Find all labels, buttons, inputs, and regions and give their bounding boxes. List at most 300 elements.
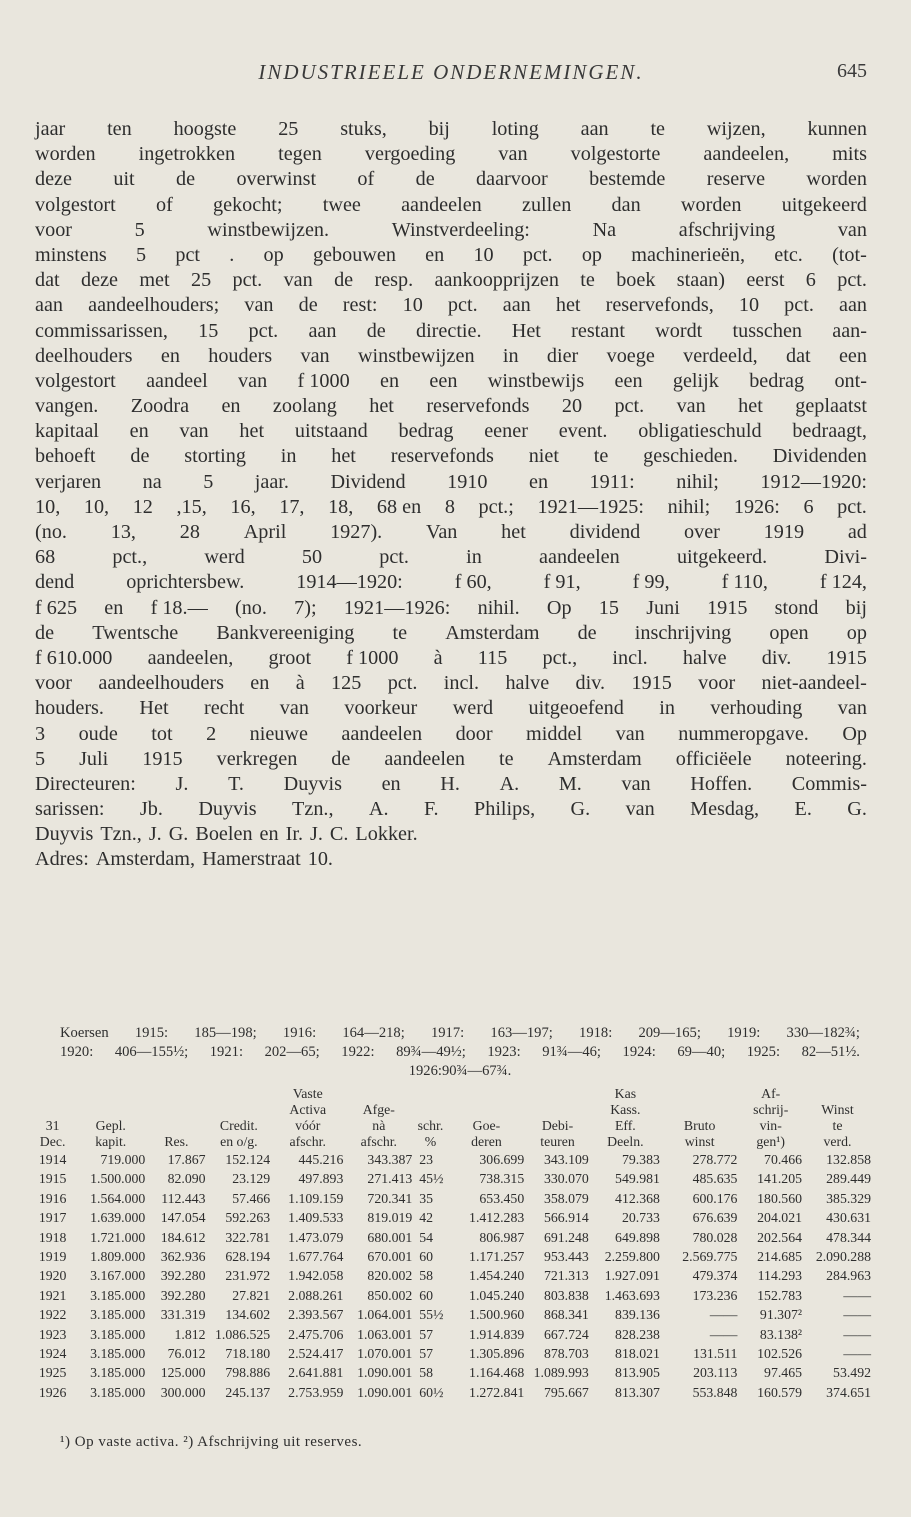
word: 28 <box>179 521 200 543</box>
column-header <box>661 1084 739 1150</box>
word: 1912—1920: <box>760 470 867 493</box>
column-header <box>207 1084 272 1150</box>
word: Tzn., <box>292 798 334 821</box>
word: werd <box>452 697 494 720</box>
word: J. <box>175 772 189 795</box>
year-cell: 1921 <box>38 1287 67 1303</box>
word: en <box>425 243 445 266</box>
word: eener <box>484 420 528 443</box>
word: aan- <box>832 319 867 342</box>
word: worden <box>680 193 742 216</box>
word: de <box>35 621 55 644</box>
value-cell: 271.413 <box>367 1171 413 1187</box>
word: staan) <box>676 269 725 292</box>
price-token: 1917: <box>430 1025 465 1041</box>
value-cell: 3.185.000 <box>90 1346 146 1362</box>
value-cell: 549.981 <box>615 1171 660 1187</box>
word: niet <box>528 445 559 468</box>
word: dier <box>546 344 579 367</box>
price-token: 1920: <box>60 1044 94 1060</box>
word: 10 <box>738 294 760 317</box>
header-line: Activa <box>289 1102 327 1117</box>
word: Zoodra <box>130 395 190 418</box>
word: aan <box>580 118 609 140</box>
word: wordt <box>655 319 703 342</box>
word: en <box>250 672 270 695</box>
word: f 1000 <box>297 369 350 392</box>
word: gebouwen <box>312 243 396 266</box>
value-cell: 1.045.240 <box>469 1287 525 1303</box>
word: T. <box>228 772 244 795</box>
word: Van <box>426 521 458 543</box>
text-line <box>35 319 867 344</box>
value-cell: 132.858 <box>826 1152 871 1167</box>
word: Dividend <box>330 470 406 493</box>
word: nieuwe <box>249 722 308 745</box>
value-cell: 1.927.091 <box>604 1268 660 1284</box>
word: behoeft <box>35 445 96 468</box>
word: te <box>650 118 666 140</box>
word: 7); <box>294 596 317 619</box>
price-token: 1922: <box>341 1044 375 1060</box>
value-cell: 412.368 <box>615 1190 660 1206</box>
word: Amsterdam <box>547 747 642 770</box>
word: van <box>615 722 645 745</box>
value-cell: 91.307² <box>759 1307 802 1323</box>
price-token: 90¾—67¾. <box>441 1063 512 1079</box>
word: officiëele <box>675 747 752 770</box>
column-header <box>413 1084 447 1150</box>
header-line: Bruto <box>683 1118 716 1133</box>
value-cell: 203.113 <box>693 1365 738 1381</box>
table-row <box>30 1189 872 1208</box>
word: J. <box>148 823 162 846</box>
word: aan <box>35 294 64 317</box>
value-cell: 1.171.257 <box>469 1249 525 1265</box>
value-cell: 592.263 <box>225 1210 271 1226</box>
header-line: schr. <box>417 1118 444 1133</box>
header-line: Afge- <box>362 1102 395 1117</box>
text-line <box>35 671 867 696</box>
value-cell: —— <box>843 1346 871 1362</box>
word: op <box>846 621 867 644</box>
word: en <box>160 344 180 367</box>
value-cell: —— <box>843 1287 871 1303</box>
word: loting <box>491 118 539 140</box>
word: reserve <box>706 168 766 191</box>
word: 5 <box>134 218 145 241</box>
year-cell: 1923 <box>38 1326 67 1342</box>
word: à <box>295 672 305 695</box>
word: G. <box>847 798 867 821</box>
word: E. <box>794 798 812 821</box>
word: div. <box>761 646 792 669</box>
value-cell: 1.090.001 <box>357 1384 413 1400</box>
header-line: verd. <box>823 1134 852 1149</box>
text-line <box>35 722 867 747</box>
column-header <box>590 1084 661 1150</box>
value-cell: 284.963 <box>826 1268 871 1284</box>
text-line <box>35 847 867 872</box>
word: 1915 <box>631 672 672 695</box>
word: middel <box>526 722 583 745</box>
value-cell: 42 <box>419 1210 434 1226</box>
value-cell: 670.001 <box>367 1249 413 1265</box>
word: Duyvis <box>35 823 94 846</box>
text-line <box>35 470 867 495</box>
word: 1919 <box>763 521 805 543</box>
value-cell: —— <box>843 1326 871 1342</box>
value-cell: 1.109.159 <box>288 1190 344 1206</box>
value-cell: 1.272.841 <box>469 1384 525 1400</box>
value-cell: 1.409.533 <box>288 1210 344 1226</box>
value-cell: 35 <box>419 1190 434 1206</box>
word: pct. <box>614 395 645 418</box>
value-cell: 202.564 <box>757 1229 802 1245</box>
word: aandeelhouders <box>98 672 224 695</box>
word: gelijk <box>672 369 719 392</box>
word: of <box>357 168 375 191</box>
price-line <box>60 1024 860 1043</box>
word: voege <box>606 344 655 367</box>
word: f 124, <box>819 571 867 594</box>
word: en <box>381 772 401 795</box>
value-cell: 3.185.000 <box>90 1307 146 1323</box>
word: houders. <box>35 697 104 720</box>
price-token: 185—198; <box>194 1025 257 1041</box>
word: van <box>621 772 651 795</box>
word: Winstverdeeling: <box>391 218 530 241</box>
header-line: schrij- <box>753 1102 789 1117</box>
word: f 99, <box>632 571 670 594</box>
header-line: Vaste <box>292 1086 323 1101</box>
word: etc. <box>774 243 803 266</box>
word: 5 <box>35 747 46 770</box>
value-cell: 813.307 <box>615 1384 660 1400</box>
word: aan <box>838 294 867 317</box>
word: incl. <box>443 672 480 695</box>
table-row <box>30 1383 872 1402</box>
word: voor <box>35 218 73 241</box>
word: Lokker. <box>355 823 418 846</box>
word: verkregen <box>216 747 298 770</box>
word: van <box>300 344 330 367</box>
word: bij <box>845 596 867 619</box>
value-cell: 331.319 <box>160 1307 206 1323</box>
value-cell: 289.449 <box>826 1171 871 1187</box>
value-cell: 1.086.525 <box>214 1326 271 1342</box>
word: f 110, <box>721 571 768 594</box>
word: Twentsche <box>92 621 179 644</box>
price-token: 1926: <box>408 1063 442 1079</box>
word: 20 <box>561 395 583 418</box>
word: voor <box>35 672 73 695</box>
value-cell: 806.987 <box>479 1229 525 1245</box>
word: en <box>380 369 400 392</box>
column-header <box>146 1084 206 1150</box>
text-line <box>35 167 867 192</box>
column-header <box>344 1084 413 1150</box>
word: pct. <box>837 495 867 518</box>
word: kunnen <box>807 118 867 140</box>
word: G. <box>570 798 591 821</box>
year-cell: 1915 <box>38 1171 67 1187</box>
value-cell: 60 <box>419 1249 434 1265</box>
header-line: Winst <box>821 1102 854 1117</box>
word: 16, <box>230 495 256 518</box>
value-cell: 1.677.764 <box>288 1249 344 1265</box>
word: Hoffen. <box>690 772 753 795</box>
word: geschieden. <box>643 445 738 468</box>
word: event. <box>558 420 608 443</box>
word: Directeuren: <box>35 772 136 795</box>
column-header <box>448 1084 526 1150</box>
text-line <box>35 344 867 369</box>
word: J. <box>310 823 323 846</box>
word: en <box>528 470 549 493</box>
table-row <box>30 1247 872 1266</box>
value-cell: 1.090.001 <box>357 1365 413 1381</box>
word: twee <box>322 193 361 216</box>
header-title: INDUSTRIEELE ONDERNEMINGEN. <box>258 60 644 84</box>
word: 8 <box>444 495 455 518</box>
word: Divi- <box>824 546 867 569</box>
text-line <box>35 193 867 218</box>
word: het <box>501 521 526 543</box>
column-header <box>271 1084 344 1150</box>
word: hoogste <box>173 118 237 140</box>
value-cell: 173.236 <box>692 1287 738 1303</box>
word: boek <box>616 269 656 292</box>
header-line: Dec. <box>39 1134 66 1149</box>
value-cell: 1.812 <box>174 1326 206 1342</box>
year-cell: 1917 <box>38 1210 67 1226</box>
value-cell: 27.821 <box>232 1287 271 1303</box>
word: winstbewijzen <box>357 344 475 367</box>
value-cell: 3.185.000 <box>90 1384 146 1400</box>
value-cell: 20.733 <box>621 1210 660 1226</box>
value-cell: 2.088.261 <box>288 1287 344 1303</box>
word: ont- <box>834 369 867 392</box>
word: 2 <box>206 722 217 745</box>
value-cell: 82.090 <box>167 1171 206 1187</box>
column-header <box>738 1084 803 1150</box>
word: restant <box>571 319 625 342</box>
value-cell: 231.972 <box>225 1268 271 1284</box>
word: A. <box>499 772 520 795</box>
word: voorkeur <box>344 697 418 720</box>
text-line <box>35 520 867 545</box>
word: aan <box>502 294 531 317</box>
word: Amsterdam, <box>95 848 196 871</box>
text-line <box>35 444 867 469</box>
word: uitgeoefend <box>528 697 624 720</box>
value-cell: 818.021 <box>615 1346 660 1362</box>
header-line: deren <box>471 1134 502 1149</box>
word: 1921—1926: <box>343 596 451 619</box>
word: Duyvis <box>283 772 342 795</box>
word: de <box>298 294 318 317</box>
text-line <box>35 495 867 520</box>
text-line <box>35 369 867 394</box>
price-token: 89¾—49½; <box>396 1044 466 1060</box>
value-cell: 828.238 <box>615 1326 660 1342</box>
word: oprichtersbew. <box>126 571 245 594</box>
value-cell: 55½ <box>419 1307 444 1323</box>
word: de <box>331 747 351 770</box>
value-cell: 628.194 <box>225 1249 271 1265</box>
word: nihil. <box>477 596 520 619</box>
word: deze <box>81 269 118 292</box>
column-header <box>30 1084 75 1150</box>
word: door <box>455 722 493 745</box>
price-token: 91¾—46; <box>542 1044 601 1060</box>
value-cell: 152.124 <box>225 1152 271 1167</box>
word: nummeropgave. <box>678 722 809 745</box>
word: C. <box>329 823 349 846</box>
price-token: 163—197; <box>490 1025 553 1041</box>
value-cell: 53.492 <box>833 1365 871 1381</box>
word: halve <box>505 672 550 695</box>
word: en <box>129 420 149 443</box>
value-cell: 131.511 <box>693 1346 738 1362</box>
header-line: afschr. <box>289 1134 326 1149</box>
value-cell: 204.021 <box>757 1210 802 1226</box>
value-cell: 813.905 <box>615 1365 660 1381</box>
price-token: 1921: <box>209 1044 243 1060</box>
value-cell: 306.699 <box>479 1152 525 1167</box>
word: obligatieschuld <box>638 420 762 443</box>
word: 15 <box>598 596 619 619</box>
value-cell: 3.167.000 <box>90 1268 146 1284</box>
word: Amsterdam <box>445 621 540 644</box>
price-token: 209—165; <box>638 1025 701 1041</box>
word: 1927). <box>330 521 383 543</box>
value-cell: 358.079 <box>543 1190 589 1206</box>
word: 10, <box>83 495 110 518</box>
word: 5 <box>136 243 147 266</box>
word: pct. <box>248 319 279 342</box>
word: de <box>130 445 150 468</box>
word: F. <box>423 798 439 821</box>
value-cell: 2.569.775 <box>682 1249 738 1265</box>
word: 6 <box>805 269 816 292</box>
value-cell: 343.387 <box>367 1152 413 1167</box>
word: Jb. <box>139 798 163 821</box>
value-cell: 278.772 <box>692 1152 738 1167</box>
value-cell: 83.138² <box>759 1326 802 1342</box>
table-row <box>30 1228 872 1247</box>
price-token: 164—218; <box>342 1025 405 1041</box>
word: op <box>263 243 284 266</box>
header-line: Res. <box>164 1134 189 1149</box>
word: 50 <box>301 546 323 569</box>
value-cell: 245.137 <box>225 1384 271 1400</box>
word: 1915 <box>826 646 867 669</box>
word: mits <box>832 143 867 166</box>
word: in <box>280 445 297 468</box>
word: deelhouders <box>35 344 133 367</box>
word: geplaatst <box>795 395 867 418</box>
word: f 91, <box>543 571 581 594</box>
word: Boelen <box>195 823 253 846</box>
word: uit <box>113 168 135 191</box>
word: een <box>614 369 643 392</box>
word: daarvoor <box>476 168 548 191</box>
word: het <box>239 420 265 443</box>
word: reservefonds, <box>605 294 714 317</box>
price-line <box>60 1062 860 1081</box>
running-header <box>35 60 867 88</box>
word: van <box>179 420 209 443</box>
value-cell: 953.443 <box>543 1249 589 1265</box>
word: pct. <box>379 546 409 569</box>
word: aandeelen <box>539 546 620 569</box>
word: Ir. <box>285 823 303 846</box>
value-cell: 385.329 <box>826 1190 871 1206</box>
price-token: 1918: <box>579 1025 613 1041</box>
text-line <box>35 218 867 243</box>
word: pct. <box>784 294 814 317</box>
word: Na <box>592 218 617 241</box>
word: in <box>502 344 519 367</box>
value-cell: 374.651 <box>826 1384 871 1400</box>
value-cell: 1.412.283 <box>469 1210 525 1226</box>
table-row <box>30 1208 872 1227</box>
word: sarissen: <box>35 798 105 821</box>
value-cell: 141.205 <box>757 1171 802 1187</box>
word: tegen <box>278 143 322 166</box>
word: voor <box>698 672 736 695</box>
word: ten <box>107 118 132 140</box>
word: storting <box>184 445 246 468</box>
word: te <box>392 621 408 644</box>
word: Het <box>511 319 541 342</box>
word: in <box>659 697 675 720</box>
value-cell: 819.019 <box>367 1210 413 1226</box>
value-cell: 97.465 <box>764 1365 802 1381</box>
header-line: Kas <box>614 1086 637 1101</box>
price-line <box>60 1043 860 1062</box>
value-cell: 58 <box>419 1365 434 1381</box>
value-cell: 57 <box>419 1346 434 1362</box>
year-cell: 1920 <box>38 1268 67 1284</box>
text-line <box>35 142 867 167</box>
word: dan <box>611 193 641 216</box>
word: aankoopprijzen <box>434 269 559 292</box>
word: vergoeding <box>364 143 456 166</box>
text-line <box>35 822 867 847</box>
word: werd <box>204 546 245 569</box>
table-row <box>30 1266 872 1285</box>
price-token: 330—182¾; <box>786 1025 860 1041</box>
word: en <box>104 596 124 619</box>
word: een <box>429 369 458 392</box>
year-cell: 1924 <box>38 1346 67 1362</box>
word: aandeelen <box>401 193 482 216</box>
word: rest: <box>342 294 378 317</box>
word: van <box>244 294 274 317</box>
value-cell: —— <box>709 1307 738 1323</box>
word: en <box>259 823 279 846</box>
word: incl. <box>612 646 648 669</box>
word: te <box>593 445 609 468</box>
value-cell: 795.667 <box>543 1384 589 1400</box>
word: van <box>498 143 528 166</box>
price-token: 1916: <box>282 1025 317 1041</box>
word: van <box>279 697 309 720</box>
word: te <box>580 269 595 292</box>
